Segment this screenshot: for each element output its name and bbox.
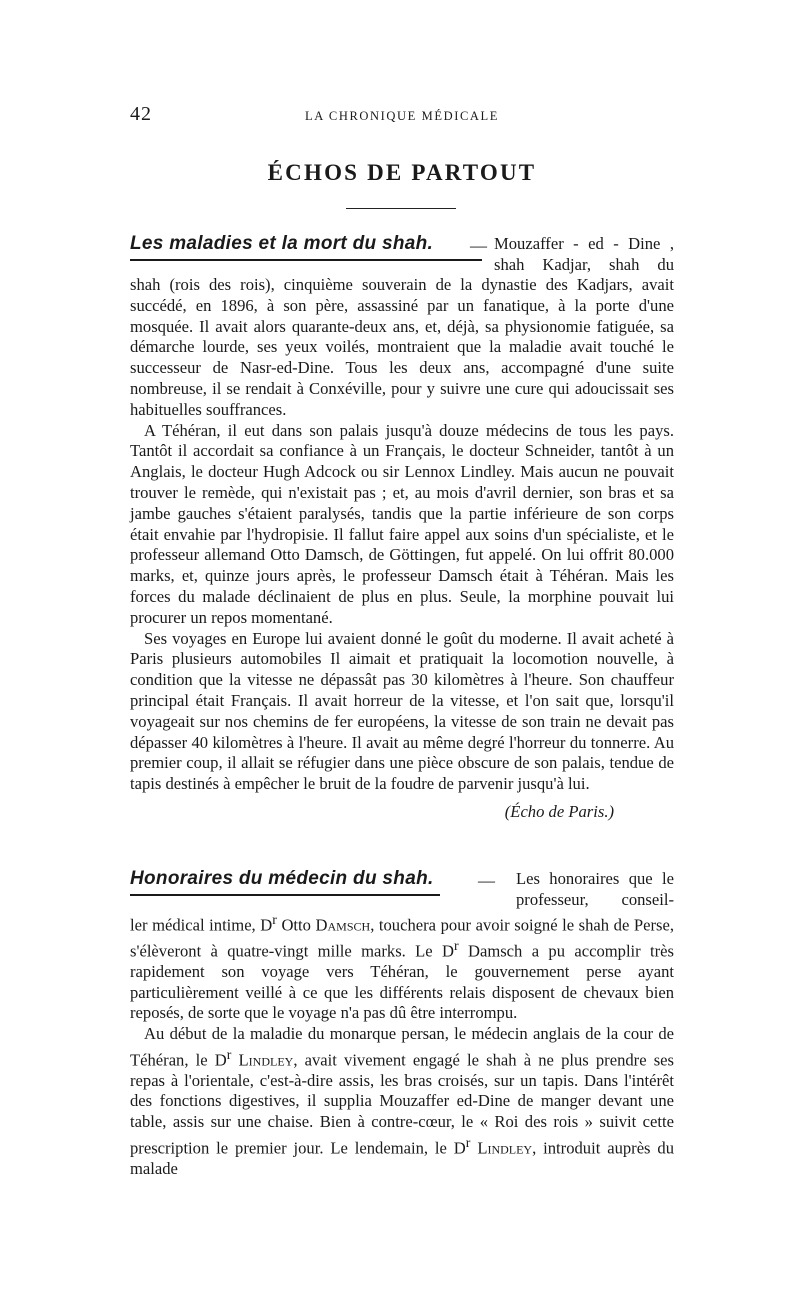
article-heading-line	[130, 233, 674, 275]
paragraph: A Téhéran, il eut dans son palais jusqu'à douze médecins de tous les pays. Tantôt il accordait sa confiance à un Français, le docteur Schneider, tantôt à un Anglais, le docteur Hugh Adcock ou sir Lennox Lindley. Mais aucun ne pouvait trouver le remède, qui n'existait pas ; et, au mois d'avril dernier, son bras et sa jambe gauches s'étaient paralysés, tandis que la partie inférieure de son corps était envahie par l'hydropisie. Il fallut faire appel aux soins d'un spécialiste, et le professeur allemand Otto Damsch, de Göttingen, fut appelé. On lui offrit 80.000 marks, et, quinze jours après, le professeur Damsch était à Téhéran. Mais les forces du malade déclinaient de plus en plus. Seule, la morphine pouvait lui procurer un repos momentané.	[130, 420, 674, 627]
title-divider	[346, 208, 456, 209]
heading-underline	[130, 259, 482, 261]
paragraph: shah (rois des rois), cinquième souverain de la dynastie des Kadjars, avait succédé, en 1896, à son père, assassiné par un fanatique, à la porte d'une mosquée. Il avait alors quarante-deux ans, et, déjà, sa physionomie fatiguée, sa démarche lourde, ses yeux voilés, montraient que la maladie avait touché le successeur de Nasr-ed-Dine. Tous les deux ans, accompagné d'une suite nombreuse, il se rendait à Conxéville, pour y suivre une cure qui adoucissait ses habituelles souffrances.	[130, 275, 674, 419]
heading-dash: —	[478, 871, 495, 890]
heading-underline	[130, 894, 440, 896]
journal-title: LA CHRONIQUE MÉDICALE	[304, 109, 499, 123]
page-number: 42	[130, 103, 152, 125]
article-honoraires	[130, 868, 674, 1179]
section-title: ÉCHOS DE PARTOUT	[267, 160, 537, 185]
heading-dash: —	[470, 236, 487, 255]
article-heading: Honoraires du médecin du shah.	[130, 868, 434, 889]
running-head	[130, 103, 674, 127]
source-citation: (Écho de Paris.)	[504, 801, 614, 821]
text-run: , touchera pour avoir soigné le shah de Perse, s'élèveront à quatre-vingt mille marks. Le D	[130, 915, 674, 961]
paragraph	[130, 1024, 674, 1179]
paragraph	[130, 910, 674, 1024]
text-run: Otto	[276, 915, 316, 935]
article-opening-text: Les honoraires que le professeur, conseil-	[516, 869, 674, 910]
text-run: ler médical intime, D	[130, 915, 273, 935]
superscript: r	[454, 938, 459, 954]
article-heading-line	[130, 868, 674, 910]
person-name: Damsch	[315, 915, 371, 935]
superscript: r	[465, 1134, 471, 1150]
text-run: Damsch a pu accomplir très rapidement son voyage vers Téhéran, le gouvernement perse ayant particulièrement veillé à ce que les différents relais disposent de chevaux bien reposés, de sorte que le voyage n'a pas dû être interrompu.	[130, 941, 674, 1023]
article-maladies	[130, 233, 674, 823]
text-run: Au début de la maladie du monarque persan, le médecin anglais de la cour de Téhéran, le D	[130, 1024, 674, 1070]
article-opening-text: Mouzaffer - ed - Dine , shah Kadjar, shah du	[494, 234, 674, 275]
text-run: , introduit auprès du malade	[130, 1138, 675, 1178]
paragraph: Ses voyages en Europe lui avaient donné le goût du moderne. Il avait acheté à Paris plusieurs automobiles Il aimait et pratiquait la locomotion nouvelle, à condition que la vitesse ne dépassât pas 30 kilomètres à l'heure. Son chauffeur principal était Français. Il avait horreur de la vitesse, et l'on sait que, lorsqu'il voyageait sur nos chemins de fer européens, la vitesse de son train ne devait pas dépasser 40 kilomètres à l'heure. Il avait au même degré l'horreur du tonnerre. Au premier coup, il allait se réfugier dans une pièce obscure de son palais, tendue de tapis destinés à empêcher le bruit de la foudre de parvenir jusqu'à lui.	[130, 628, 674, 794]
superscript: r	[226, 1046, 232, 1062]
person-name: Lindley	[477, 1138, 533, 1158]
text-run: , avait vivement engagé le shah à ne plus prendre ses repas à l'orientale, c'est-à-dire assis, les bras croisés, sur un tapis. Dans l'intérêt des fonctions digestives, il supplia Mouzaffer ed-Dine de manger devant une table, assis sur une chaise. Bien à contre-cœur, le « Roi des rois » suivit cette prescription le premier jour. Le lendemain, le D	[130, 1050, 674, 1158]
person-name: Lindley	[238, 1050, 294, 1070]
superscript: r	[272, 912, 277, 927]
article-heading: Les maladies et la mort du shah.	[130, 233, 434, 254]
